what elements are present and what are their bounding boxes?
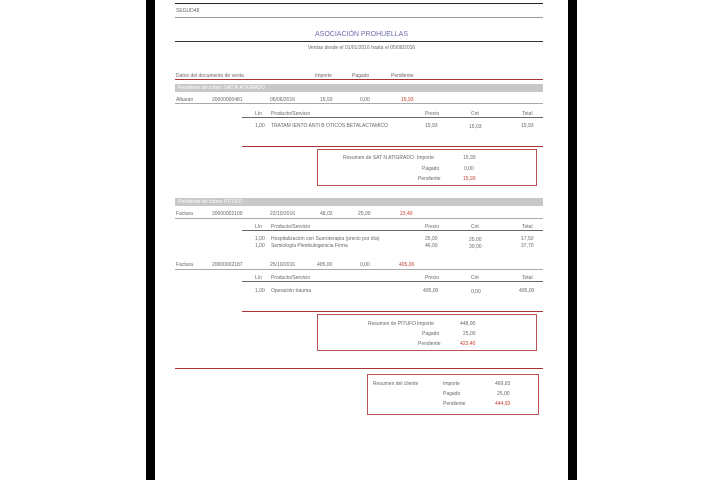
doc-rule [175, 103, 543, 104]
line-total: 15,93 [521, 123, 534, 129]
lh-precio: Precio [425, 111, 440, 117]
lh-cant: Cnt [471, 111, 479, 117]
lh-total: Total [522, 224, 533, 230]
line-total: 37,70 [521, 243, 534, 249]
doc-pendiente: 15,93 [401, 97, 414, 103]
lh-total: Total [522, 111, 533, 117]
lh-producto: Producto/Servicio [271, 224, 311, 230]
col-pagado: Pagado [352, 73, 370, 79]
line-lin: 1,00 [255, 236, 265, 242]
line-lin: 1,00 [255, 288, 265, 294]
doc-pagado: 0,00 [360, 97, 370, 103]
line-cant: 30,00 [469, 244, 482, 250]
client-pendiente-label: Pendiente [443, 401, 466, 407]
doc-date: 25/10/2016 [270, 262, 296, 268]
doc-pendiente: 405,00 [399, 262, 415, 268]
lh-lin: Lín [255, 111, 262, 117]
line-cant: 0,00 [471, 289, 481, 295]
doc-number: 20000000481 [212, 97, 243, 103]
report-page [155, 0, 568, 480]
lh-precio: Precio [425, 224, 440, 230]
summary2-title: Resumen de PITUFO [368, 321, 417, 327]
doc-rule [175, 218, 543, 219]
doc-pagado: 0,00 [360, 262, 370, 268]
doc-rule [175, 269, 543, 270]
header-rule [175, 17, 543, 18]
lh-lin: Lín [255, 224, 262, 230]
doc-importe: 48,02 [320, 211, 333, 217]
section2-summary-box [317, 314, 537, 351]
line-total: 405,00 [519, 288, 535, 294]
section1-summary-box [317, 149, 537, 186]
summary1-pendiente: 15,93 [463, 176, 476, 182]
summary2-pagado-label: Pagado [422, 331, 440, 337]
lh-cant: Cnt [471, 224, 479, 230]
line-header-rule [242, 117, 543, 118]
client-pendiente: 444,93 [495, 401, 511, 407]
section2-band [175, 198, 543, 206]
lh-cant: Cnt [471, 275, 479, 281]
line-precio: 25,00 [425, 236, 438, 242]
section1-band [175, 84, 543, 92]
doc-date: 05/06/2016 [270, 97, 296, 103]
section2-band-label: Pendiente de cobro: PITUFO [178, 199, 243, 205]
summary1-importe: 15,93 [463, 155, 476, 161]
doc-type: Factura [176, 211, 193, 217]
doc-pendiente: 23,40 [400, 211, 413, 217]
summary2-importe-label: Importe [417, 321, 434, 327]
lh-producto: Producto/Servicio [271, 111, 311, 117]
summary1-importe-label: Importe [417, 155, 434, 161]
col-doc-data: Datos del documento de venta [176, 73, 244, 79]
left-black-border [146, 0, 155, 480]
client-pagado-label: Pagado [443, 391, 461, 397]
line-producto: Operación trauma [271, 288, 312, 294]
client-pagado: 25,00 [497, 391, 510, 397]
doc-type: Albarán [176, 97, 194, 103]
section2-end-rule [242, 311, 543, 312]
line-producto: TRATAM IENTO ANTI B OTICOS BETALACTAMICO [271, 123, 389, 129]
line-total: 17,50 [521, 236, 534, 242]
line-producto: Semiología Plenikulogenicia Firma [271, 243, 348, 249]
line-producto: Hospitalización con Sueroterapia (precio por día) [271, 236, 380, 242]
subtitle: Ventas desde el 01/01/2016 hasta el 05/08/2016 [307, 45, 416, 51]
line-precio: 15,93 [425, 123, 438, 129]
doc-importe: 405,00 [317, 262, 333, 268]
client-summary-title: Resumen del cliente [373, 381, 419, 387]
client-importe-label: Importe [443, 381, 460, 387]
line-precio: 46,00 [425, 243, 438, 249]
doc-number: 20000002187 [212, 262, 243, 268]
doc-pagado: 25,00 [358, 211, 371, 217]
page-title: ASOCIACIÓN PROHUELLAS [315, 31, 408, 38]
summary1-pagado: 0,00 [464, 166, 474, 172]
summary1-title: Resumen de SAT N ATIGRADO [343, 155, 414, 161]
line-header-rule [242, 230, 543, 231]
line-cant: 25,00 [469, 237, 482, 243]
lh-lin: Lín [255, 275, 262, 281]
section1-end-rule [242, 146, 543, 147]
top-rule [175, 3, 543, 4]
right-black-border [568, 0, 577, 480]
doc-importe: 15,93 [320, 97, 333, 103]
line-lin: 1,00 [255, 123, 265, 129]
summary2-pendiente: 423,40 [460, 341, 476, 347]
lh-precio: Precio [425, 275, 440, 281]
summary2-pagado: 25,00 [463, 331, 476, 337]
col-pendiente: Pendiente [391, 73, 414, 79]
lh-total: Total [522, 275, 533, 281]
columns-rule [175, 79, 543, 80]
col-importe: Importe [315, 73, 332, 79]
doc-number: 20000002109 [212, 211, 243, 217]
summary1-pagado-label: Pagado [422, 166, 440, 172]
line-header-rule [242, 281, 543, 282]
line-lin: 1,00 [255, 243, 265, 249]
client-summary-rule [175, 368, 543, 369]
line-precio: 405,00 [423, 288, 439, 294]
client-summary-box [367, 374, 539, 415]
doc-type: Factura [176, 262, 193, 268]
title-rule [175, 41, 543, 42]
top-ref: SEGUD48 [176, 8, 200, 14]
section1-band-label: Pendiente de cobro: SAT N ATIGRADO [178, 85, 266, 91]
summary1-pendiente-label: Pendiente [418, 176, 441, 182]
doc-date: 22/10/2016 [270, 211, 296, 217]
lh-producto: Producto/Servicio [271, 275, 311, 281]
summary2-pendiente-label: Pendiente [418, 341, 441, 347]
client-importe: 469,93 [495, 381, 511, 387]
summary2-importe: 448,00 [460, 321, 476, 327]
line-cant: 15,03 [469, 124, 482, 130]
